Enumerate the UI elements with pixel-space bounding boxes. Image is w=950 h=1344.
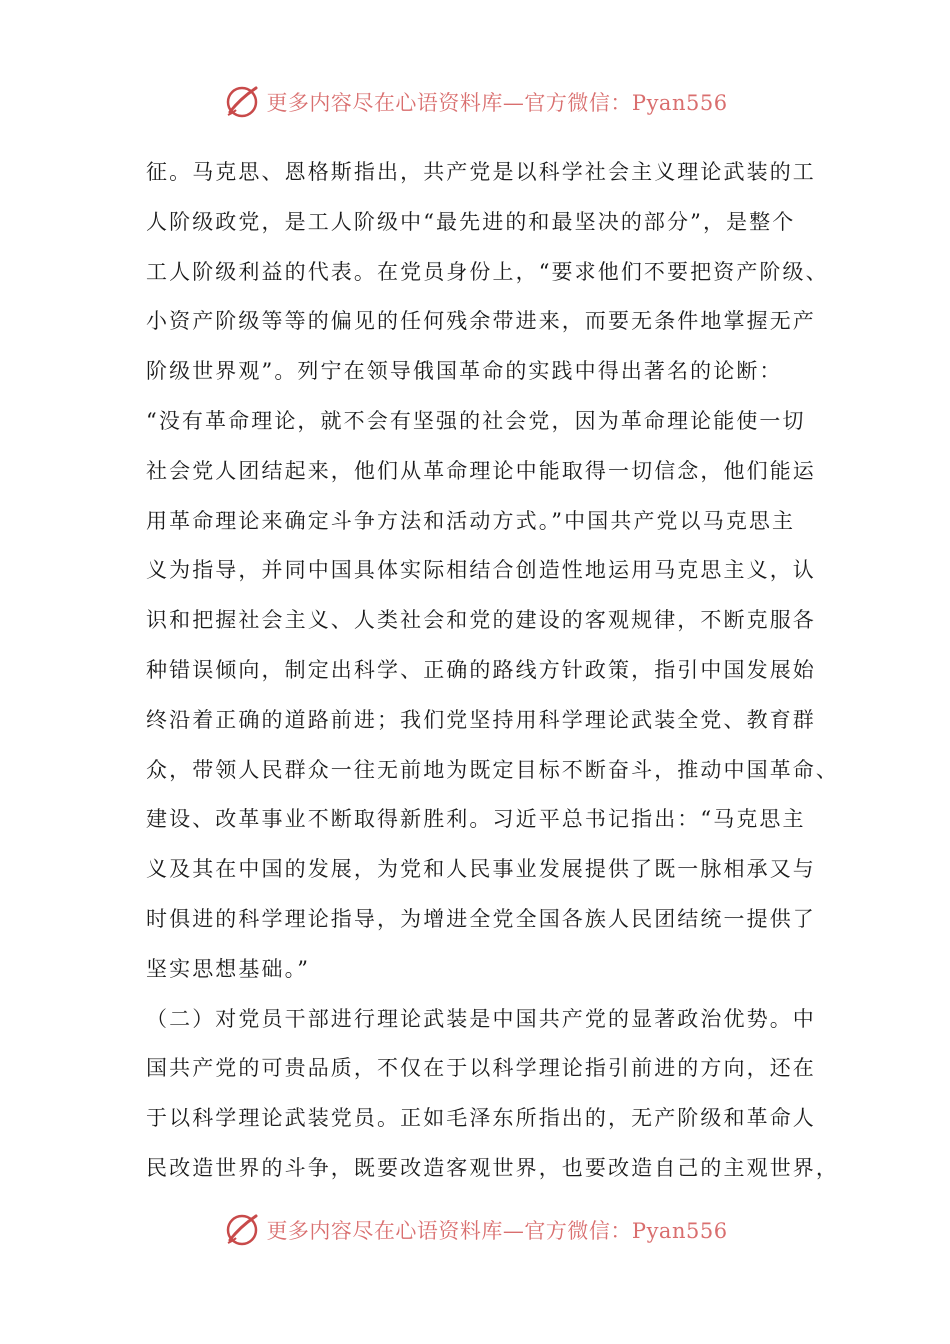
text-line: 义为指导，并同中国具体实际相结合创造性地运用马克思主义，认 bbox=[146, 558, 816, 583]
text-line: 种错误倾向，制定出科学、正确的路线方针政策，指引中国发展始 bbox=[146, 657, 816, 682]
section-heading-line: （二）对党员干部进行理论武装是中国共产党的显著政治优势。中 bbox=[146, 1006, 816, 1031]
text-line: 工人阶级利益的代表。在党员身份上，“要求他们不要把资产阶级、 bbox=[146, 259, 829, 284]
text-line: 小资产阶级等等的偏见的任何残余带进来，而要无条件地掌握无产 bbox=[146, 309, 816, 334]
text-line: 建设、改革事业不断取得新胜利。习近平总书记指出：“马克思主 bbox=[146, 807, 806, 832]
text-line: 于以科学理论武装党员。正如毛泽东所指出的，无产阶级和革命人 bbox=[146, 1106, 816, 1131]
text-line: 坚实思想基础。” bbox=[146, 956, 311, 981]
header-banner bbox=[0, 80, 950, 124]
text-line: 众，带领人民群众一往无前地为既定目标不断奋斗，推动中国革命、 bbox=[146, 757, 839, 782]
text-line: 国共产党的可贵品质，不仅在于以科学理论指引前进的方向，还在 bbox=[146, 1056, 816, 1081]
text-line: 时俱进的科学理论指导，为增进全党全国各族人民团结统一提供了 bbox=[146, 906, 816, 931]
text-line: 人阶级政党，是工人阶级中“最先进的和最坚决的部分”，是整个 bbox=[146, 209, 796, 234]
text-line: 识和把握社会主义、人类社会和党的建设的客观规律，不断克服各 bbox=[146, 608, 816, 633]
text-line: 终沿着正确的道路前进；我们党坚持用科学理论武装全党、教育群 bbox=[146, 707, 816, 732]
text-line: 社会党人团结起来，他们从革命理论中能取得一切信念，他们能运 bbox=[146, 458, 816, 483]
text-line: 用革命理论来确定斗争方法和活动方式。”中国共产党以马克思主 bbox=[146, 508, 796, 533]
text-line: 义及其在中国的发展，为党和人民事业发展提供了既一脉相承又与 bbox=[146, 857, 816, 882]
pen-logo-icon bbox=[222, 1210, 262, 1250]
header-banner-text: 更多内容尽在心语资料库—官方微信：Pyan556 bbox=[266, 91, 728, 115]
document-body bbox=[146, 148, 839, 1194]
footer-banner bbox=[0, 1208, 950, 1252]
text-line: 征。马克思、恩格斯指出，共产党是以科学社会主义理论武装的工 bbox=[146, 160, 816, 184]
footer-banner-text: 更多内容尽在心语资料库—官方微信：Pyan556 bbox=[266, 1219, 728, 1243]
text-line: 阶级世界观”。列宁在领导俄国革命的实践中得出著名的论断： bbox=[146, 359, 783, 384]
pen-logo-icon bbox=[222, 82, 262, 122]
text-line: “没有革命理论，就不会有坚强的社会党，因为革命理论能使一切 bbox=[146, 408, 806, 433]
text-line: 民改造世界的斗争，既要改造客观世界，也要改造自己的主观世界， bbox=[146, 1155, 839, 1180]
